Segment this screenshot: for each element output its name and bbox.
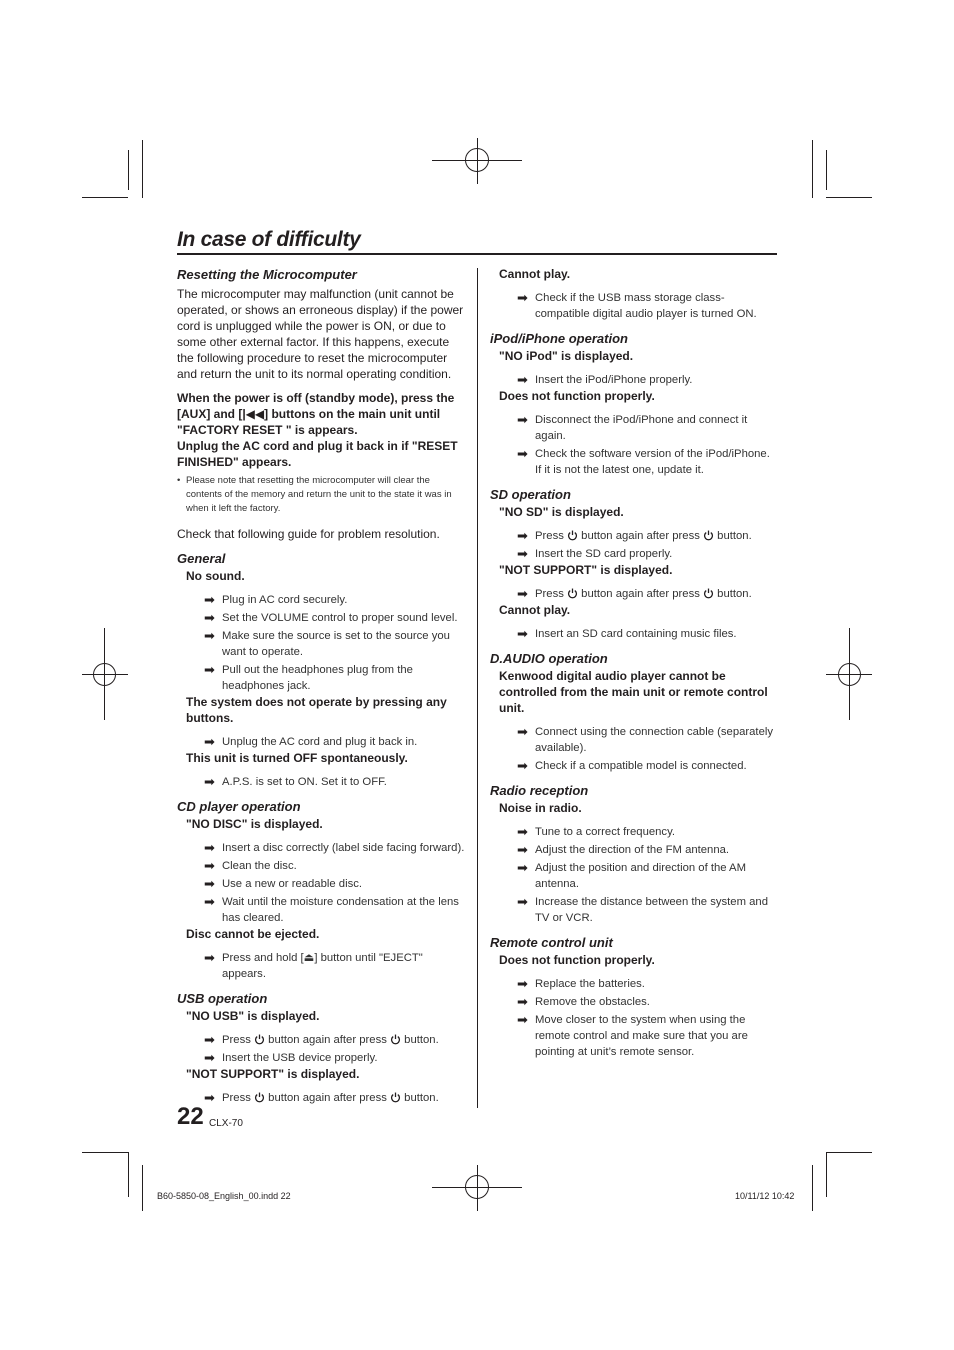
arrow-icon: ➡ (517, 824, 528, 839)
solution-item: ➡ Adjust the position and direction of the AM antenna. (517, 860, 747, 890)
section-title: D.AUDIO operation (490, 651, 608, 666)
arrow-icon: ➡ (204, 840, 215, 855)
problem-not-support: "NOT SUPPORT" is displayed. (186, 1067, 360, 1081)
arrow-icon: ➡ (517, 860, 528, 875)
section-resetting-microcomputer (177, 266, 465, 542)
left-column (177, 266, 465, 1106)
reset-note (177, 474, 465, 516)
problem-no-operate: The system does not operate by pressing any buttons. (186, 695, 447, 725)
problem-not-support: "NOT SUPPORT" is displayed. (499, 563, 673, 577)
section-daudio (490, 650, 778, 774)
power-icon (390, 1092, 401, 1103)
section-title: SD operation (490, 487, 571, 502)
solution-item: ➡ A.P.S. is set to ON. Set it to OFF. (204, 774, 387, 789)
solution-item: ➡ Replace the batteries. (517, 976, 645, 991)
arrow-icon: ➡ (517, 586, 528, 601)
arrow-icon: ➡ (517, 412, 528, 427)
arrow-icon: ➡ (204, 894, 215, 909)
section-cd-player (177, 798, 465, 982)
section-title: USB operation (177, 991, 268, 1006)
section-title: General (177, 551, 226, 566)
solution-item: ➡ Use a new or readable disc. (204, 876, 363, 891)
eject-icon: ⏏ (303, 952, 315, 964)
arrow-icon: ➡ (517, 446, 528, 461)
solution-item: ➡ Unplug the AC cord and plug it back in. (204, 734, 418, 749)
power-icon (567, 530, 578, 541)
arrow-icon: ➡ (517, 758, 528, 773)
reset-instruction: When the power is off (standby mode), press the [AUX] and [|◀◀] buttons on the main unit until "FACTORY RESET " is appears. (177, 391, 455, 437)
reset-paragraph: The microcomputer may malfunction (unit cannot be operated, or shows an erroneous display) if the power cord is unplugged while the power is ON, or due to some other external factor. If this happens, execute the following procedure to reset the microcomputer and return the unit to its normal operating condition. (177, 287, 464, 381)
problem-noise: Noise in radio. (499, 801, 582, 815)
page-title: In case of difficulty (177, 228, 361, 251)
arrow-icon: ➡ (204, 734, 215, 749)
solution-item: ➡ Set the VOLUME control to proper sound level. (204, 610, 458, 625)
solution-item: ➡ Insert the iPod/iPhone properly. (517, 372, 693, 387)
reset-instruction-2: Unplug the AC cord and plug it back in if "RESET FINISHED" appears. (177, 439, 458, 469)
problem-no-usb: "NO USB" is displayed. (186, 1009, 320, 1023)
problem-cannot-play: Cannot play. (499, 267, 571, 281)
arrow-icon: ➡ (204, 1050, 215, 1065)
file-info: B60-5850-08_English_00.indd 22 (157, 1191, 291, 1201)
solution-item: ➡ Press button again after press button. (517, 586, 752, 601)
problem-turned-off: This unit is turned OFF spontaneously. (186, 751, 408, 765)
model-label: CLX-70 (209, 1118, 243, 1129)
section-sd (490, 486, 778, 642)
solution-item: ➡ Press button again after press button. (204, 1090, 439, 1105)
solution-item: ➡ Clean the disc. (204, 858, 297, 873)
solution-item: ➡ Plug in AC cord securely. (204, 592, 348, 607)
problem-no-sd: "NO SD" is displayed. (499, 505, 624, 519)
problem-kenwood-player: Kenwood digital audio player cannot be controlled from the main unit or remote control unit. (499, 669, 768, 715)
section-usb-continued (490, 266, 778, 322)
arrow-icon: ➡ (517, 894, 528, 909)
section-general (177, 550, 465, 790)
solution-item: ➡ Press button again after press button. (517, 528, 752, 543)
arrow-icon: ➡ (517, 546, 528, 561)
section-usb (177, 990, 465, 1106)
power-icon (703, 530, 714, 541)
date-info: 10/11/12 10:42 (735, 1191, 795, 1201)
arrow-icon: ➡ (517, 626, 528, 641)
arrow-icon: ➡ (517, 290, 528, 305)
arrow-icon: ➡ (204, 1090, 215, 1105)
arrow-icon: ➡ (204, 592, 215, 607)
section-ipod (490, 330, 778, 478)
power-icon (254, 1034, 265, 1045)
solution-item: ➡ Make sure the source is set to the source you want to operate. (204, 628, 450, 658)
solution-item: ➡ Check the software version of the iPod/iPhone. If it is not the latest one, update it. (517, 446, 770, 476)
arrow-icon: ➡ (517, 842, 528, 857)
page-number: 22 (177, 1103, 204, 1130)
arrow-icon: ➡ (517, 994, 528, 1009)
solution-item: ➡ Insert an SD card containing music files. (517, 626, 737, 641)
section-title: Resetting the Microcomputer (177, 267, 357, 282)
power-icon (567, 588, 578, 599)
arrow-icon: ➡ (517, 724, 528, 739)
column-divider (477, 268, 478, 1108)
solution-item: ➡ Pull out the headphones plug from the headphones jack. (204, 662, 413, 692)
problem-no-eject: Disc cannot be ejected. (186, 927, 320, 941)
section-title: Radio reception (490, 783, 589, 798)
arrow-icon: ➡ (204, 628, 215, 643)
problem-not-function: Does not function properly. (499, 953, 655, 967)
arrow-icon: ➡ (204, 876, 215, 891)
bullet: • (177, 475, 181, 486)
problem-no-disc: "NO DISC" is displayed. (186, 817, 323, 831)
title-rule (177, 253, 777, 255)
solution-item: ➡ Remove the obstacles. (517, 994, 650, 1009)
power-icon (703, 588, 714, 599)
solution-item: ➡ Wait until the moisture condensation at the lens has cleared. (204, 894, 459, 924)
right-column (490, 266, 778, 1060)
section-radio (490, 782, 778, 926)
section-title: iPod/iPhone operation (490, 331, 628, 346)
arrow-icon: ➡ (204, 774, 215, 789)
arrow-icon: ➡ (204, 950, 215, 965)
power-icon (390, 1034, 401, 1045)
section-title: Remote control unit (490, 935, 613, 950)
solution-item: ➡ Tune to a correct frequency. (517, 824, 676, 839)
solution-item: ➡ Insert a disc correctly (label side facing forward). (204, 840, 465, 855)
solution-item: ➡ Connect using the connection cable (separately available). (517, 724, 774, 754)
solution-item: ➡ Insert the USB device properly. (204, 1050, 378, 1065)
section-remote (490, 934, 778, 1060)
solution-item: ➡ Disconnect the iPod/iPhone and connect it again. (517, 412, 748, 442)
section-title: CD player operation (177, 799, 301, 814)
arrow-icon: ➡ (204, 610, 215, 625)
solution-item: ➡ Increase the distance between the system and TV or VCR. (517, 894, 768, 924)
problem-no-ipod: "NO iPod" is displayed. (499, 349, 634, 363)
solution-item: ➡ Check if a compatible model is connected. (517, 758, 747, 773)
solution-item: ➡ Press and hold [⏏] button until "EJECT" appears. (204, 950, 423, 980)
solution-item: ➡ Move closer to the system when using the remote control and make sure that you are pointing at unit’s remote sensor. (517, 1012, 748, 1058)
arrow-icon: ➡ (517, 976, 528, 991)
solution-item: ➡ Press button again after press button. (204, 1032, 439, 1047)
arrow-icon: ➡ (517, 1012, 528, 1027)
arrow-icon: ➡ (204, 1032, 215, 1047)
problem-cannot-play: Cannot play. (499, 603, 571, 617)
arrow-icon: ➡ (517, 372, 528, 387)
solution-item: ➡ Check if the USB mass storage class-compatible digital audio player is turned ON. (517, 290, 757, 320)
problem-not-function: Does not function properly. (499, 389, 655, 403)
solution-item: ➡ Insert the SD card properly. (517, 546, 673, 561)
check-guide-text: Check that following guide for problem resolution. (177, 527, 440, 541)
note-text: Please note that resetting the microcomputer will clear the contents of the memory and return the unit to the state it was in when it left the factory. (186, 475, 452, 514)
arrow-icon: ➡ (204, 662, 215, 677)
arrow-icon: ➡ (517, 528, 528, 543)
arrow-icon: ➡ (204, 858, 215, 873)
solution-item: ➡ Adjust the direction of the FM antenna. (517, 842, 730, 857)
problem-no-sound: No sound. (186, 569, 245, 583)
power-icon (254, 1092, 265, 1103)
